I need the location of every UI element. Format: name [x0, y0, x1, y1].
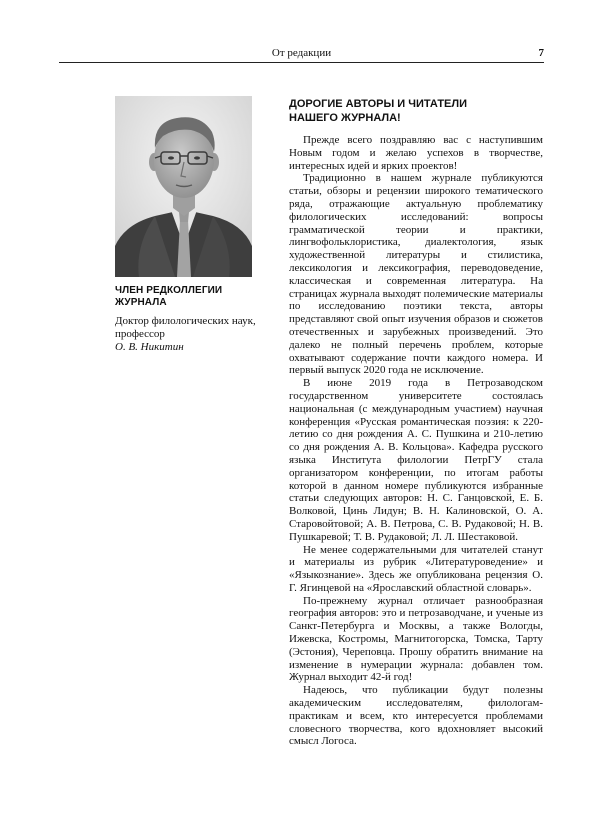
author-info: [115, 285, 275, 354]
editorial-article: [289, 97, 543, 748]
author-role-line: ЧЛЕН РЕДКОЛЛЕГИИ: [115, 285, 223, 296]
article-paragraph: В июне 2019 года в Петрозаводском государственном университете состоялась национальная (с международным участием) научная конференция «Русская романтическая поэзия: к 220-летию со дня рождения А. С. Пушкина и 210-летию со дня рождения А. В. Кольцова». Кафедра русского языка Института филологии ПетрГУ стала организатором конференции, по итогам работы которой в данном номере публикуются избранные статьи следующих авторов: Н. С. Ганцовской, Е. Б. Волковой, Цинь Лидун; В. Н. Калиновской, О. А. Старовойтовой; А. В. Петрова, С. В. Рудаковой; Н. В. Пушкаревой; Т. В. Рудаковой; Л. Л. Шестаковой.: [289, 377, 543, 543]
article-paragraph: По-прежнему журнал отличает разнообразная география авторов: это и петрозаводчане, и ученые из Санкт-Петербурга и Москвы, а также Вологды, Ижевска, Костромы, Магнитогорска, Томска, Тарту (Эстония), Череповца. Прошу обратить внимание на изменение в нумерации журнала: добавлен том. Журнал выходит 42-й год!: [289, 594, 543, 684]
author-degree: [115, 315, 275, 341]
author-degree-line: Доктор филологических наук,: [115, 315, 256, 327]
section-title: От редакции: [271, 47, 332, 59]
running-header: [59, 46, 544, 63]
article-title: [289, 97, 543, 125]
author-role: [115, 285, 275, 309]
article-title-line: ДОРОГИЕ АВТОРЫ И ЧИТАТЕЛИ: [289, 98, 468, 110]
author-degree-line: профессор: [115, 328, 165, 340]
author-name: О. В. Никитин: [115, 341, 184, 353]
author-portrait: [115, 96, 252, 277]
article-paragraph: Не менее содержательными для читателей станут и материалы из рубрик «Литературоведение» и «Языкознание». Здесь же опубликована рецензия О. Г. Ягинцевой на «Ярославский областной словарь».: [289, 543, 543, 594]
article-paragraph: Традиционно в нашем журнале публикуются статьи, обзоры и рецензии широкого тематического ряда, отражающие актуальную проблематику филологических исследований: вопросы грамматической теории и практики, лингвофольклористика, диалектология, язык художественной литературы и стилистика, лексикология и лексикография, переводоведение, классическая и современная литература. На страницах журнала выходят полемические материалы по исследованию поэтики текста, авторы представляют свой опыт изучения образов и сюжетов отечественных и зарубежных произведений. Это далеко не полный перечень проблем, которые охватывают содержание почти каждого номера. И первый выпуск 2020 года не исключение.: [289, 172, 543, 377]
author-role-line: ЖУРНАЛА: [115, 297, 167, 308]
article-paragraph: Прежде всего поздравляю вас с наступившим Новым годом и желаю успехов в творчестве, интересных идей и ярких проектов!: [289, 134, 543, 172]
article-paragraph: Надеюсь, что публикации будут полезны академическим исследователям, филологам-практикам и всем, кто интересуется проблемами словесного творчества, кого вдохновляет высокий смысл Логоса.: [289, 684, 543, 748]
article-title-line: НАШЕГО ЖУРНАЛА!: [289, 112, 401, 124]
page-number: 7: [538, 47, 544, 59]
